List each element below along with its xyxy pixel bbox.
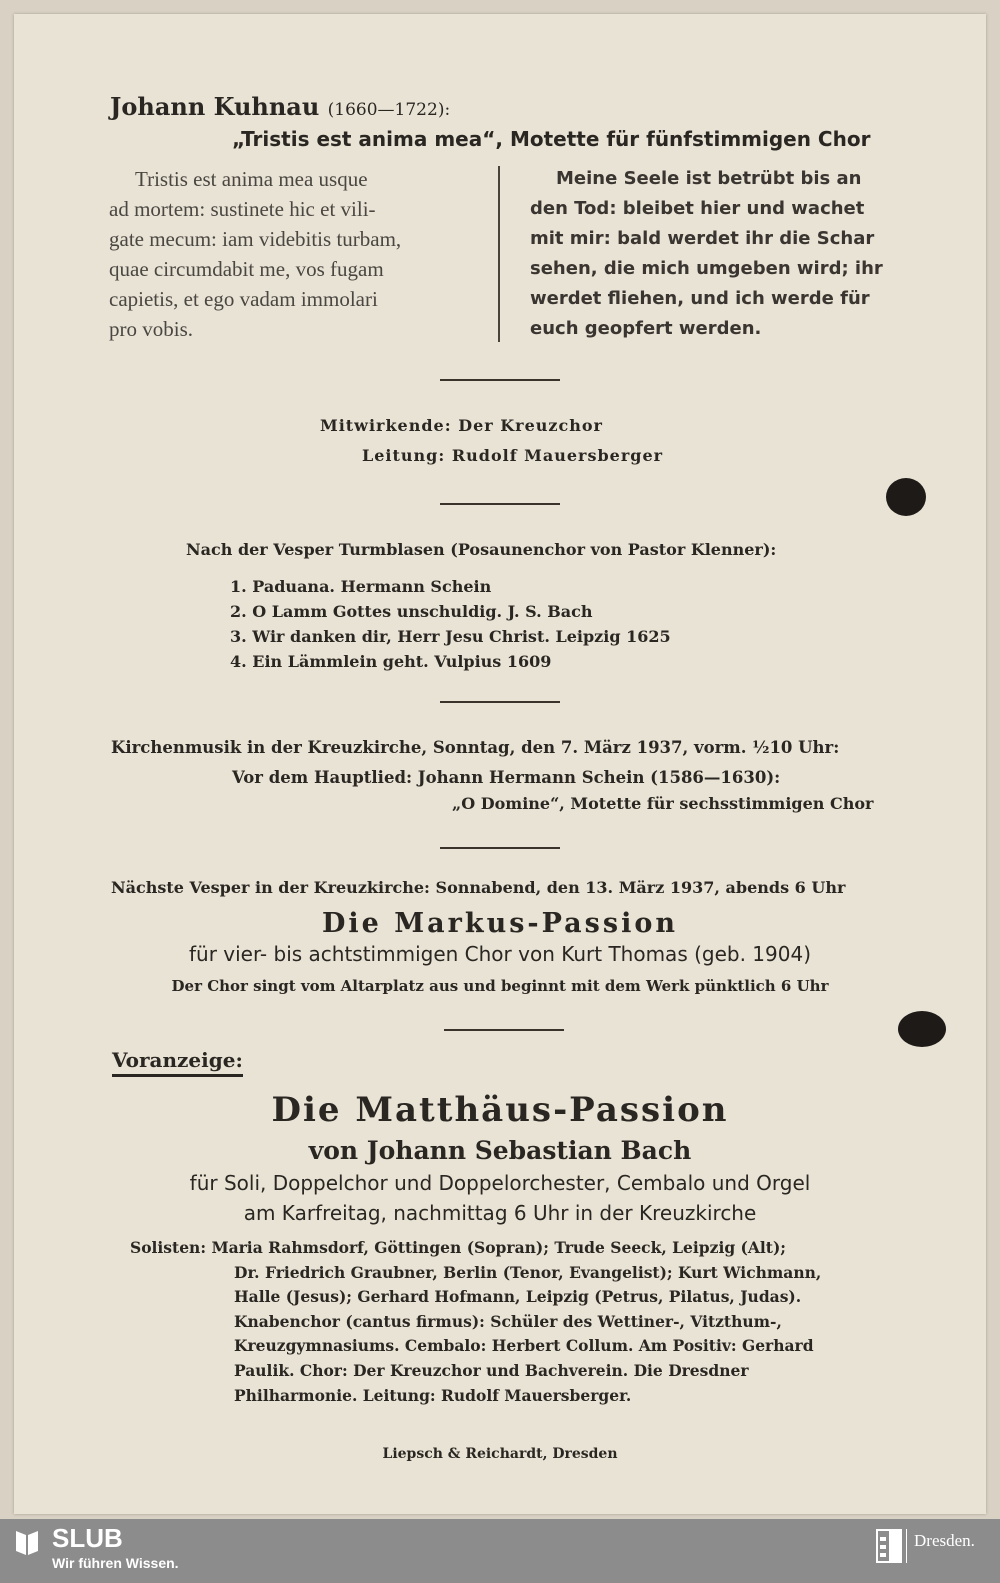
preview-label: Voranzeige: bbox=[112, 1048, 243, 1077]
punch-hole bbox=[898, 1011, 946, 1047]
markus-title: Die Markus-Passion bbox=[322, 908, 678, 939]
footer-bar bbox=[0, 1519, 1000, 1583]
kuhnau-work bbox=[232, 127, 870, 151]
kirchenmusik-line: Kirchenmusik in der Kreuzkirche, Sonntag, den 7. März 1937, vorm. ½10 Uhr: bbox=[111, 738, 840, 757]
list-item: 2. O Lamm Gottes unschuldig. J. S. Bach bbox=[230, 602, 593, 621]
matthaeus-composer: von Johann Sebastian Bach bbox=[308, 1136, 692, 1165]
matthaeus-date: am Karfreitag, nachmittag 6 Uhr in der Kreuzkirche bbox=[243, 1201, 757, 1225]
soloists-line: Halle (Jesus); Gerhard Hofmann, Leipzig (Petrus, Pilatus, Judas). bbox=[234, 1287, 802, 1307]
list-item: 4. Ein Lämmlein geht. Vulpius 1609 bbox=[230, 652, 552, 671]
divider-rule bbox=[440, 503, 560, 505]
slub-tagline: Wir führen Wissen. bbox=[52, 1555, 179, 1571]
list-item: 1. Paduana. Hermann Schein bbox=[230, 577, 492, 596]
latin-line: capietis, et ego vadam immolari bbox=[109, 287, 378, 311]
composer-dates: (1660—1722): bbox=[327, 100, 451, 120]
work-description: Motette für fünfstimmigen Chor bbox=[509, 127, 871, 151]
latin-line: pro vobis. bbox=[109, 317, 193, 341]
next-vesper-line: Nächste Vesper in der Kreuzkirche: Sonnabend, den 13. März 1937, abends 6 Uhr bbox=[111, 878, 846, 897]
german-line: mit mir: bald werdet ihr die Schar bbox=[530, 228, 875, 249]
footer-divider bbox=[906, 1529, 907, 1563]
turmblasen-heading: Nach der Vesper Turmblasen (Posaunenchor von Pastor Klenner): bbox=[186, 540, 777, 559]
matthaeus-title: Die Matthäus-Passion bbox=[271, 1090, 729, 1130]
program-sheet bbox=[14, 14, 986, 1514]
dresden-logo[interactable]: Dresden. bbox=[914, 1531, 975, 1550]
divider-rule bbox=[440, 379, 560, 381]
column-divider bbox=[498, 166, 500, 342]
list-item: 3. Wir danken dir, Herr Jesu Christ. Leipzig 1625 bbox=[230, 627, 671, 646]
soloists-line: Knabenchor (cantus firmus): Schüler des Wettiner-, Vitzthum-, bbox=[234, 1311, 782, 1331]
coat-of-arms-icon bbox=[876, 1529, 902, 1563]
german-line: euch geopfert werden. bbox=[530, 318, 762, 339]
german-line: Meine Seele ist betrübt bis an bbox=[556, 168, 862, 189]
soloists-line: Dr. Friedrich Graubner, Berlin (Tenor, Evangelist); Kurt Wichmann, bbox=[234, 1262, 822, 1282]
latin-line: gate mecum: iam videbitis turbam, bbox=[109, 227, 402, 251]
markus-subtitle: für vier- bis achtstimmigen Chor von Kurt Thomas (geb. 1904) bbox=[188, 942, 812, 966]
german-line: werdet fliehen, und ich werde für bbox=[530, 288, 870, 309]
conductor-line: Leitung: Rudolf Mauersberger bbox=[362, 446, 664, 465]
turmblasen-list bbox=[230, 574, 671, 674]
printer-credit: Liepsch & Reichardt, Dresden bbox=[382, 1446, 618, 1462]
kuhnau-heading bbox=[110, 92, 450, 121]
performers-line: Mitwirkende: Der Kreuzchor bbox=[320, 416, 603, 435]
punch-hole bbox=[886, 478, 926, 516]
latin-text bbox=[109, 164, 469, 344]
german-text bbox=[530, 164, 894, 344]
latin-line: ad mortem: sustinete hic et vili- bbox=[109, 197, 376, 221]
kirchenmusik-work: „O Domine“, Motette für sechsstimmigen Chor bbox=[452, 794, 874, 813]
book-icon bbox=[14, 1527, 40, 1557]
latin-line: quae circumdabit me, vos fugam bbox=[109, 257, 384, 281]
matthaeus-forces: für Soli, Doppelchor und Doppelorchester, Cembalo und Orgel bbox=[189, 1171, 811, 1195]
soloists-block bbox=[130, 1236, 910, 1408]
composer-name: Johann Kuhnau bbox=[110, 92, 320, 121]
work-title: „Tristis est anima mea“, bbox=[232, 127, 503, 151]
soloists-line: Kreuzgymnasiums. Cembalo: Herbert Collum. Am Positiv: Gerhard bbox=[234, 1336, 814, 1356]
markus-note: Der Chor singt vom Altarplatz aus und beginnt mit dem Werk pünktlich 6 Uhr bbox=[171, 977, 829, 995]
latin-line: Tristis est anima mea usque bbox=[135, 167, 368, 191]
soloists-line: Philharmonie. Leitung: Rudolf Mauersberger. bbox=[234, 1385, 632, 1405]
slub-logo[interactable]: SLUB bbox=[52, 1523, 123, 1553]
divider-rule bbox=[440, 701, 560, 703]
kirchenmusik-schein: Vor dem Hauptlied: Johann Hermann Schein (1586—1630): bbox=[232, 768, 781, 787]
divider-rule bbox=[444, 1029, 564, 1031]
soloists-line: Solisten: Maria Rahmsdorf, Göttingen (Sopran); Trude Seeck, Leipzig (Alt); bbox=[130, 1238, 787, 1257]
german-line: sehen, die mich umgeben wird; ihr bbox=[530, 258, 883, 279]
german-line: den Tod: bleibet hier und wachet bbox=[530, 198, 865, 219]
soloists-line: Paulik. Chor: Der Kreuzchor und Bachverein. Die Dresdner bbox=[234, 1360, 749, 1380]
divider-rule bbox=[440, 847, 560, 849]
